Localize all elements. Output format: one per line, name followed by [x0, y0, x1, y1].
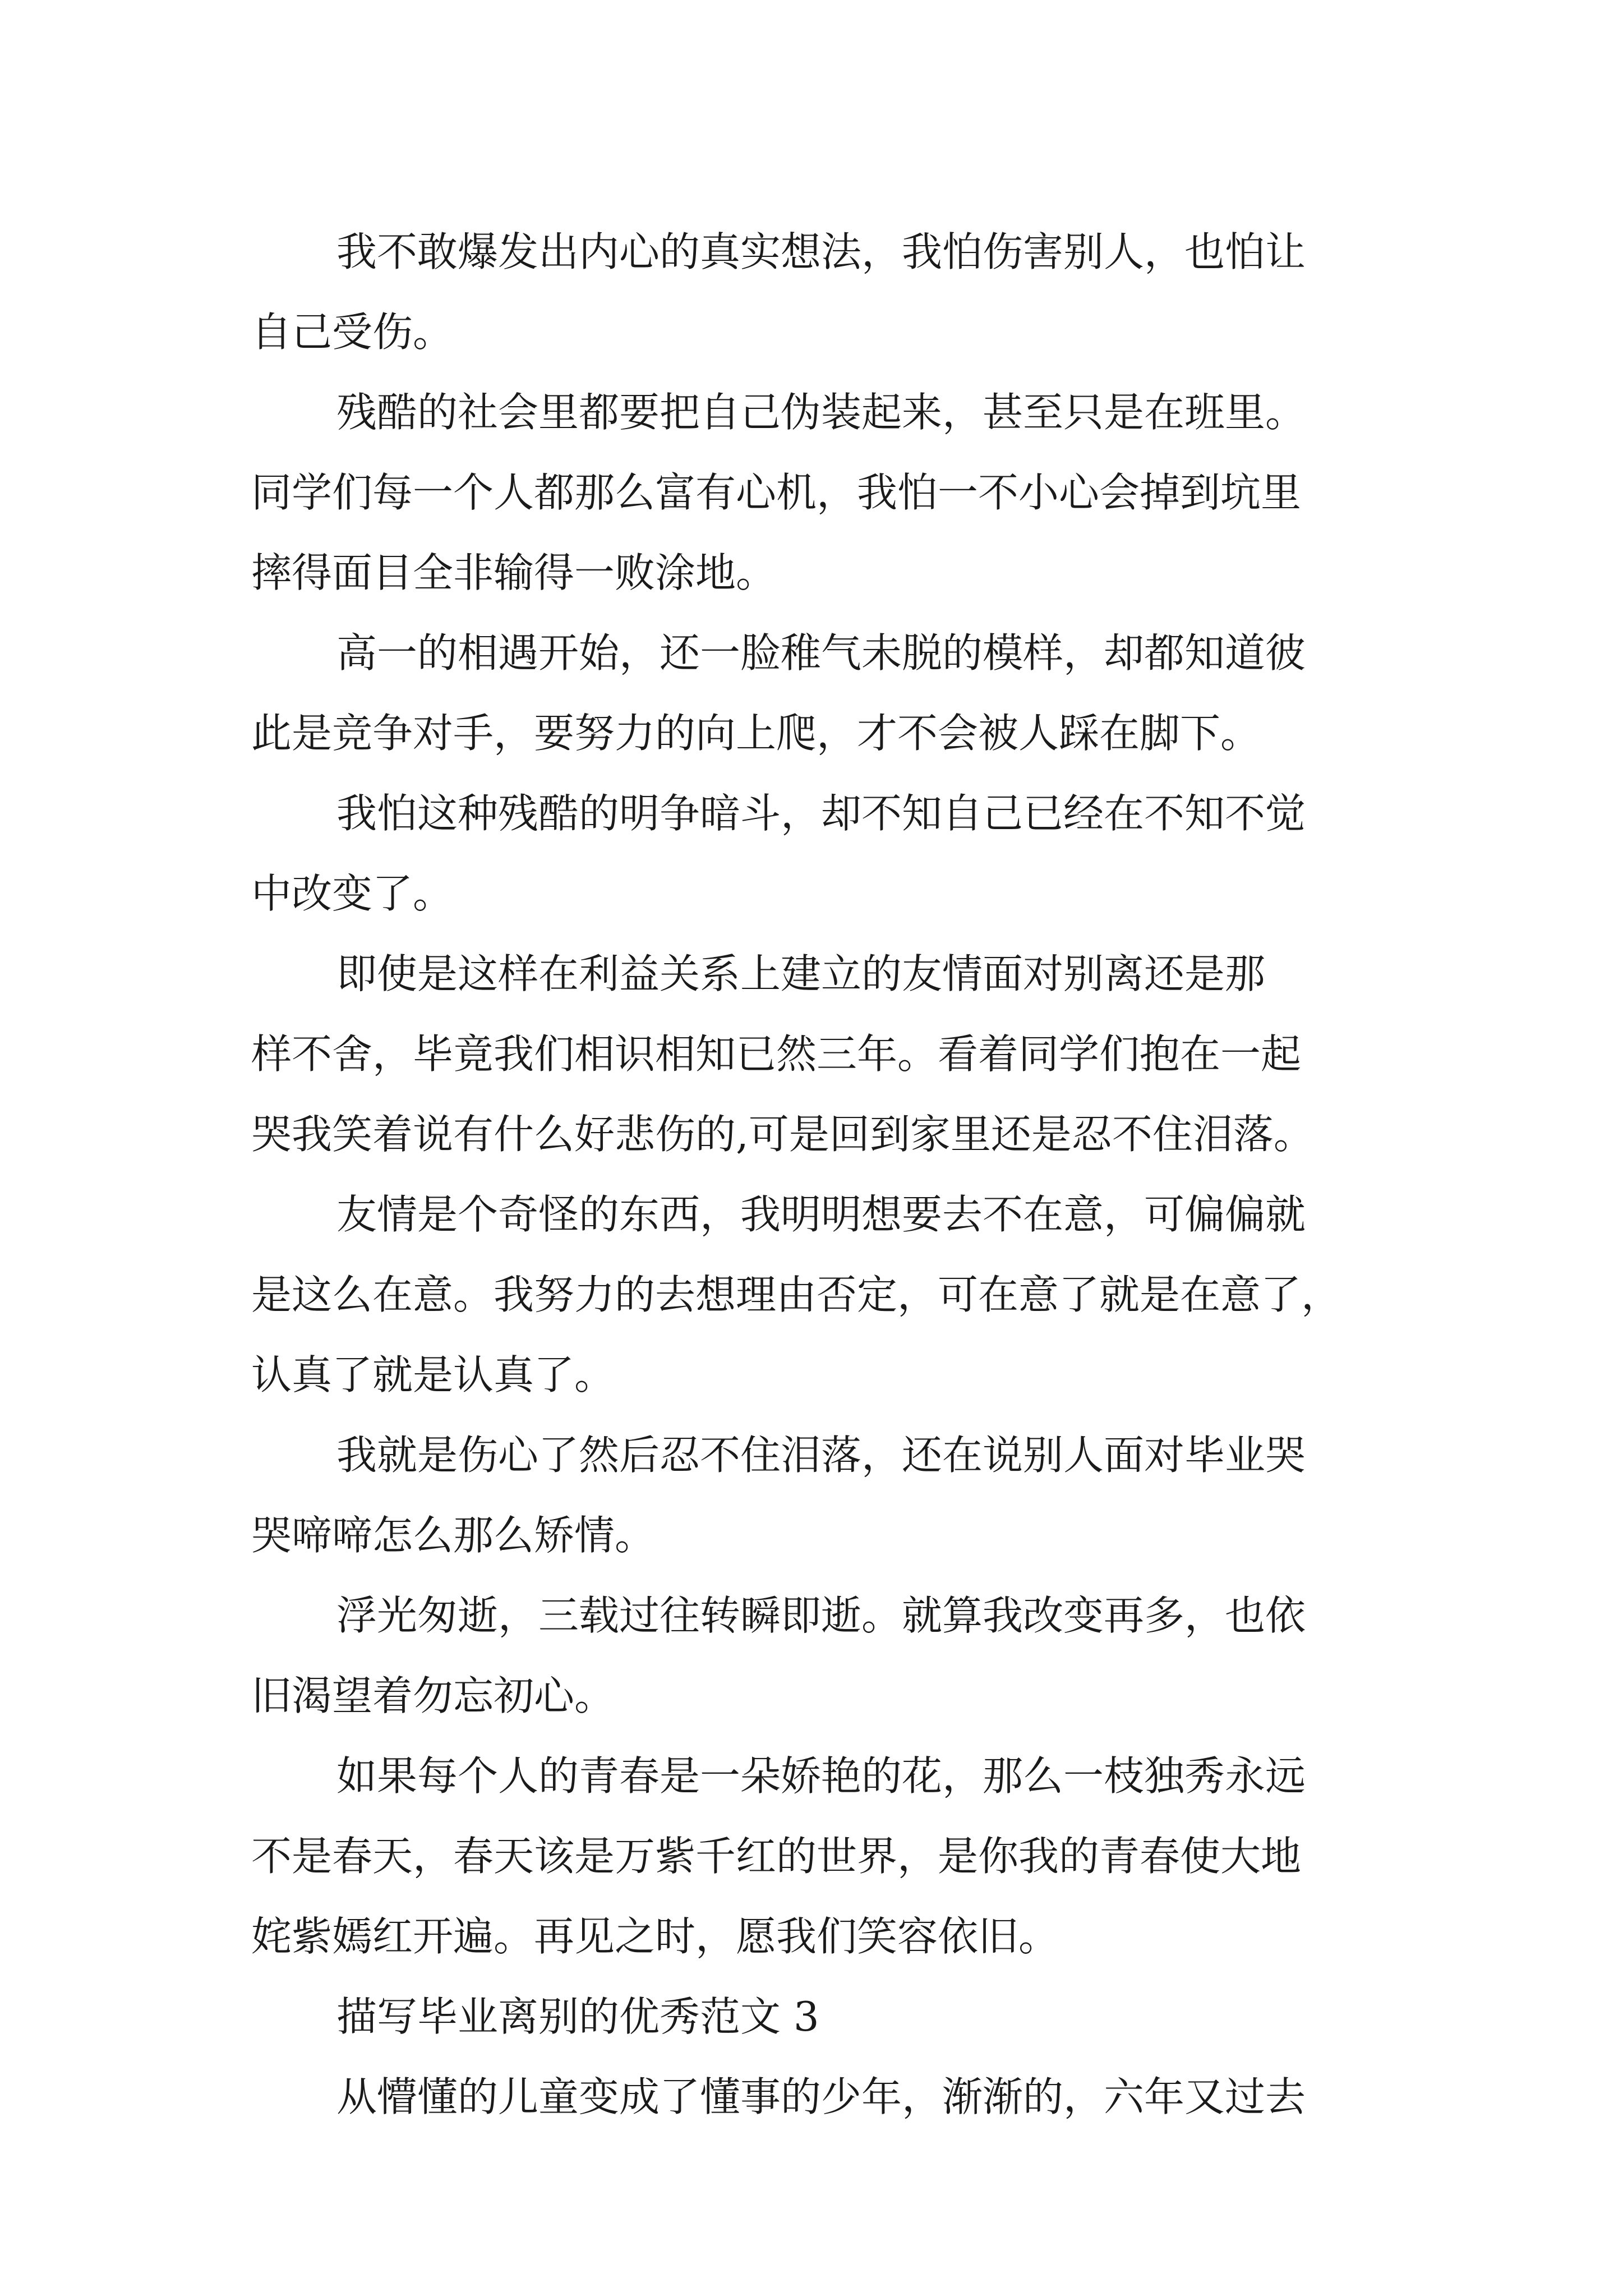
text-line: 如果每个人的青春是一朵娇艳的花，那么一枝独秀永远 [336, 1752, 1306, 1800]
text-line: 我就是伤心了然后忍不住泪落，还在说别人面对毕业哭 [336, 1432, 1306, 1479]
text-line: 是这么在意。我努力的去想理由否定，可在意了就是在意了， [251, 1271, 1342, 1318]
paragraph-10 [251, 2057, 1395, 2137]
text-line: 摔得面目全非输得一败涂地。 [251, 549, 777, 596]
text-line: 样不舍，毕竟我们相识相知已然三年。看着同学们抱在一起 [251, 1030, 1302, 1078]
text-line: 同学们每一个人都那么富有心机，我怕一不小心会掉到坑里 [251, 469, 1302, 516]
text-line: 我怕这种残酷的明争暗斗，却不知自己已经在不知不觉 [336, 790, 1306, 837]
text-line: 从懵懂的儿童变成了懂事的少年，渐渐的，六年又过去 [336, 2073, 1306, 2120]
text-line: 高一的相遇开始，还一脸稚气未脱的模样，却都知道彼 [336, 629, 1306, 677]
text-line: 姹紫嫣红开遍。再见之时，愿我们笑容依旧。 [251, 1913, 1059, 1960]
paragraph-5 [251, 934, 1395, 1175]
paragraph-4 [251, 774, 1395, 934]
text-line: 不是春天，春天该是万紫千红的世界，是你我的青春使大地 [251, 1833, 1302, 1880]
text-line: 残酷的社会里都要把自己伪装起来，甚至只是在班里。 [336, 389, 1306, 436]
text-line: 自己受伤。 [251, 309, 454, 356]
text-line: 我不敢爆发出内心的真实想法，我怕伤害别人，也怕让 [336, 228, 1306, 275]
paragraph-6 [251, 1175, 1395, 1415]
paragraph-7 [251, 1415, 1395, 1576]
document-body [251, 212, 1395, 2137]
paragraph-3 [251, 613, 1395, 774]
paragraph-1 [251, 212, 1395, 372]
paragraph-8 [251, 1576, 1395, 1736]
paragraph-2 [251, 372, 1395, 613]
text-line: 即使是这样在利益关系上建立的友情面对别离还是那 [336, 950, 1266, 997]
text-line: 浮光匆逝，三载过往转瞬即逝。就算我改变再多，也依 [336, 1592, 1306, 1639]
section-title: 描写毕业离别的优秀范文 3 [336, 1993, 819, 2040]
text-line: 旧渴望着勿忘初心。 [251, 1672, 615, 1719]
text-line: 认真了就是认真了。 [251, 1351, 615, 1398]
paragraph-9 [251, 1736, 1395, 1977]
text-line: 哭我笑着说有什么好悲伤的,可是回到家里还是忍不住泪落。 [251, 1111, 1314, 1158]
text-line: 此是竞争对手，要努力的向上爬，才不会被人踩在脚下。 [251, 710, 1261, 757]
text-line: 友情是个奇怪的东西，我明明想要去不在意，可偏偏就 [336, 1191, 1306, 1238]
text-line: 中改变了。 [251, 870, 454, 917]
text-line: 哭啼啼怎么那么矫情。 [251, 1512, 656, 1559]
